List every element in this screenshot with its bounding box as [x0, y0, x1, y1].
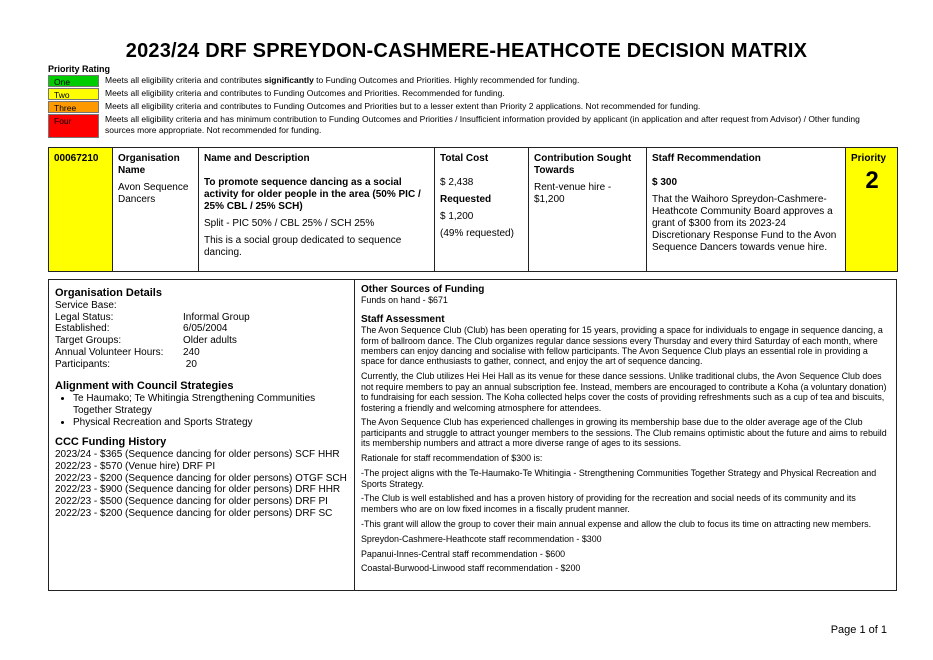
right-column — [355, 280, 896, 590]
desc-cell — [199, 148, 435, 272]
left-column — [49, 280, 355, 590]
detail-key: Established: — [55, 323, 110, 335]
desc-split: Split - PIC 50% / CBL 25% / SCH 25% — [204, 218, 375, 229]
priority-cell — [846, 148, 898, 272]
contribution-header: Contribution Sought Towards — [534, 153, 632, 176]
detail-key: Annual Volunteer Hours: — [55, 346, 164, 358]
total-cost: $ 2,438 — [440, 177, 474, 188]
priority-level-one — [48, 75, 865, 87]
detail-value: Informal Group — [183, 311, 250, 323]
priority-level-two — [48, 88, 865, 100]
assessment-paragraph: The Avon Sequence Club (Club) has been operating for 15 years, providing a space for individuals to engage in sequence dancing, a form of ballroom dance. The Club organizes regular dance sessions every Thursday and every third Saturday of each month, where members can enjoy dancing and socialise with fellow participants. The Avon Sequence Club plays an essential role in providing a space for dance enthusiasts to gather, connect, and enjoy the art of sequence dancing. — [361, 325, 883, 367]
desc-header: Name and Description — [204, 153, 310, 164]
other-sources-heading: Other Sources of Funding — [361, 284, 485, 295]
detail-value: 20 — [183, 358, 197, 370]
desc-main: To promote sequence dancing as a social activity for older people in the area (50% PIC / 25% CBL / 25% SCH) — [204, 177, 421, 212]
list-item: 2023/24 - $365 (Sequence dancing for older persons) SCF HHR — [55, 449, 340, 461]
assessment-paragraph: The Avon Sequence Club has experienced challenges in growing its membership base due to the older average age of the Club participants and struggle to attract younger members to the sessions. The Club remains optimistic about the future and aims to rebuild its membership numbers and attract a more diverse range of ages to its sessions. — [361, 417, 887, 449]
detail-key: Legal Status: — [55, 311, 114, 323]
alignment-heading: Alignment with Council Strategies — [55, 380, 234, 393]
application-id: 00067210 — [54, 153, 99, 164]
assessment-paragraph: Coastal-Burwood-Linwood staff recommendation - $200 — [361, 563, 581, 574]
list-item: 2022/23 - $900 (Sequence dancing for older persons) DRF HHR — [55, 484, 341, 496]
details-panel — [48, 279, 897, 591]
priority-level-four — [48, 114, 865, 138]
priority-desc-four: Meets all eligibility criteria and has minimum contribution to Funding Outcomes and Priorities / Insufficient information provided by applicant (in application and after request from Advisor) / Other funding sources more appropriate. Not recommended for funding. — [105, 114, 860, 135]
alignment-list — [55, 393, 348, 428]
cost-header: Total Cost — [440, 153, 489, 164]
assessment-paragraph: Papanui-Innes-Central staff recommendation - $600 — [361, 548, 566, 559]
priority-desc-one: Meets all eligibility criteria and contributes significantly to Funding Outcomes and Priorities. Highly recommended for funding. — [105, 75, 580, 85]
priority-swatch-four: Four — [48, 114, 99, 138]
assessment-paragraph: Rationale for staff recommendation of $300 is: — [361, 453, 543, 464]
detail-value: 240 — [183, 346, 200, 358]
staff-rec-header: Staff Recommendation — [652, 153, 761, 164]
desc-note: This is a social group dedicated to sequence dancing. — [204, 235, 402, 258]
assessment-paragraph: -This grant will allow the group to cover their main annual expense and allow the club to focus its time on attracting new members. — [361, 518, 872, 529]
detail-value: Older adults — [183, 335, 237, 347]
org-details-heading: Organisation Details — [55, 287, 162, 299]
detail-row — [55, 323, 348, 335]
assessment-paragraph: Currently, the Club utilizes Hei Hei Hall as its venue for these dance sessions. Unlike traditional clubs, the Avon Sequence Club does not require members to pay an annual subscription fee. Instead, members are encouraged to contribute a Koha (a voluntary donation) to fundraising for each session. The Koha collected helps cover the costs of providing refreshments such as a cup of tea and biscuits, fostering a friendly and welcoming atmosphere for attendees. — [361, 371, 887, 413]
application-table — [48, 147, 898, 272]
org-cell — [113, 148, 199, 272]
detail-row — [55, 335, 348, 347]
list-item: 2022/23 - $570 (Venue hire) DRF PI — [55, 461, 216, 473]
assessment-paragraph: -The Club is well established and has a proven history of providing for the recreation and social needs of its community and its members who are on low fixed incomes in a fiscally prudent manner. — [361, 493, 856, 514]
staff-rec-cell — [647, 148, 846, 272]
priority-swatch-one: One — [48, 75, 99, 87]
detail-value: 6/05/2004 — [183, 323, 228, 335]
priority-rating-heading: Priority Rating — [48, 64, 111, 74]
priority-level-three — [48, 101, 865, 113]
assessment-paragraph: Spreydon-Cashmere-Heathcote staff recommendation - $300 — [361, 533, 602, 544]
staff-assessment-heading: Staff Assessment — [361, 313, 445, 325]
priority-swatch-three: Three — [48, 101, 99, 113]
page-number: Page 1 of 1 — [830, 624, 887, 636]
staff-rec-text: That the Waihoro Spreydon-Cashmere-Heathcote Community Board approves a grant of $300 from its 2023-24 Discretionary Response Fund to the Avon Sequence Dancers towards venue hire. — [652, 194, 837, 253]
list-item: • Te Haumako; Te Whitingia Strengthening Communities Together Strategy — [73, 393, 348, 416]
page-title: 2023/24 DRF SPREYDON-CASHMERE-HEATHCOTE DECISION MATRIX — [125, 40, 808, 62]
list-item: • Physical Recreation and Sports Strategy — [73, 417, 348, 429]
priority-desc-two: Meets all eligibility criteria and contributes to Funding Outcomes and Priorities. Recommended for funding. — [105, 88, 505, 98]
requested-label: Requested — [440, 194, 492, 205]
list-item: 2022/23 - $200 (Sequence dancing for older persons) OTGF SCH — [55, 472, 347, 484]
funding-history-heading: CCC Funding History — [55, 436, 167, 449]
priority-value: 2 — [865, 167, 879, 194]
detail-row — [55, 312, 348, 324]
org-name: Avon Sequence Dancers — [118, 182, 189, 205]
cost-cell — [435, 148, 529, 272]
requested-pct: (49% requested) — [440, 228, 514, 239]
assessment-paragraph: -The project aligns with the Te-Haumako-Te Whitingia - Strengthening Communities Together Strategy and Physical Recreation and Sports Strategy. — [361, 468, 877, 489]
priority-header: Priority — [851, 153, 887, 164]
detail-key: Participants: — [55, 358, 111, 370]
staff-rec-amount: $ 300 — [652, 177, 678, 188]
requested-amount: $ 1,200 — [440, 211, 474, 222]
application-id-cell — [49, 148, 113, 272]
other-sources-text: Funds on hand - $671 — [361, 295, 448, 306]
contribution-cell — [529, 148, 647, 272]
list-item: 2022/23 - $500 (Sequence dancing for older persons) DRF PI — [55, 496, 328, 508]
list-item: 2022/23 - $200 (Sequence dancing for older persons) DRF SC — [55, 507, 333, 519]
priority-desc-three: Meets all eligibility criteria and contributes to Funding Outcomes and Priorities but to a lesser extent than Priority 2 applications. Not recommended for funding. — [105, 101, 701, 111]
detail-row — [55, 359, 348, 371]
service-base: Service Base: — [55, 300, 117, 311]
org-header: Organisation Name — [118, 153, 180, 176]
detail-key: Target Groups: — [55, 335, 122, 347]
detail-row — [55, 347, 348, 359]
contribution-value: Rent-venue hire - $1,200 — [534, 182, 612, 205]
priority-swatch-two: Two — [48, 88, 99, 100]
